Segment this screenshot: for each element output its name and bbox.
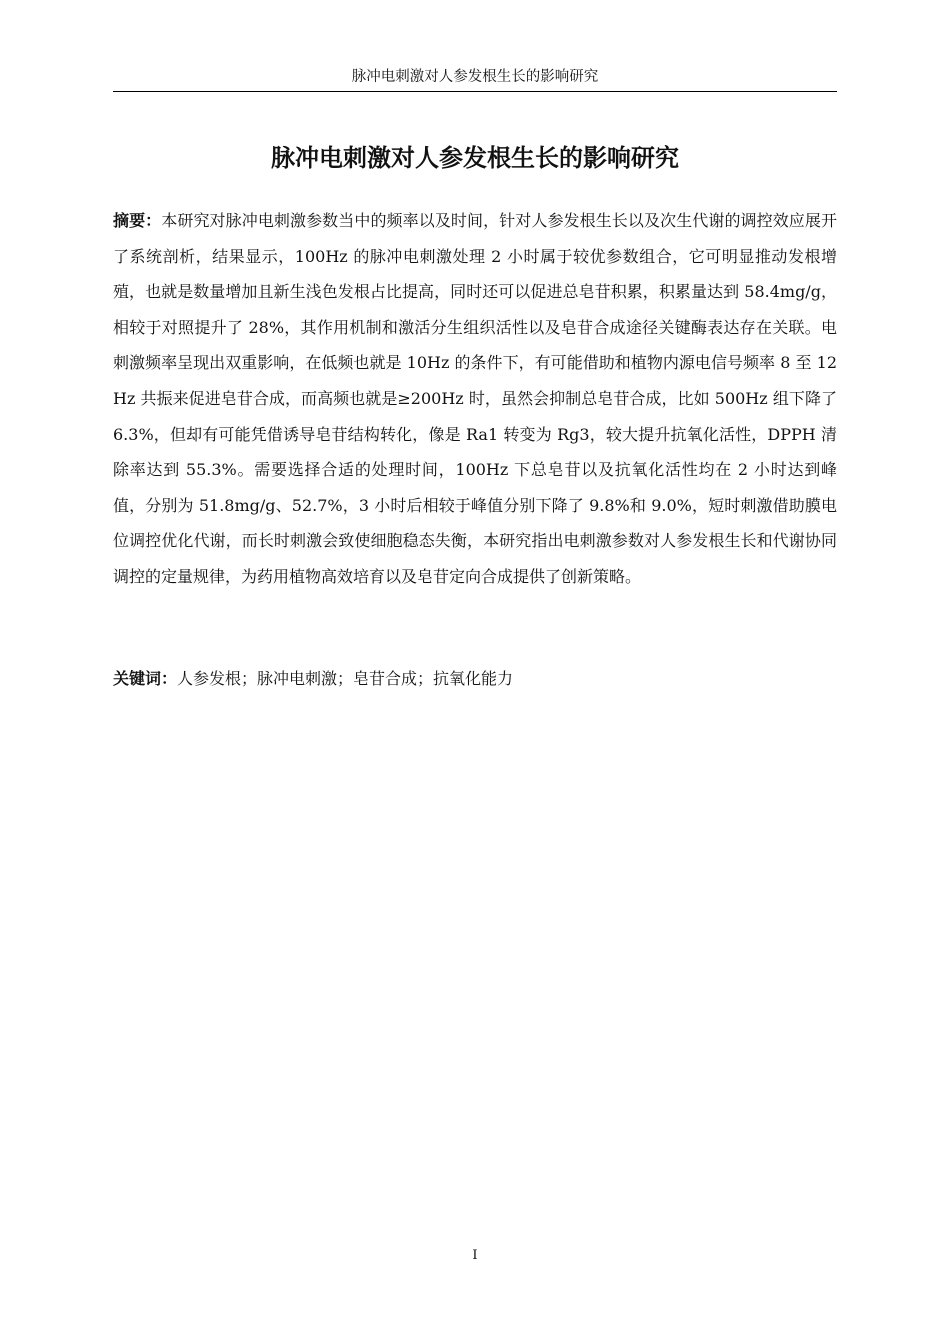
abstract-text: 本研究对脉冲电刺激参数当中的频率以及时间，针对人参发根生长以及次生代谢的调控效应展开了系统剖析，结果显示，100Hz 的脉冲电刺激处理 2 小时属于较优参数组合，它可明显推动发根增殖，也就是数量增加且新生浅色发根占比提高，同时还可以促进总皂苷积累，积累量达到 58.4mg/g，相较于对照提升了 28%，其作用机制和激活分生组织活性以及皂苷合成途径关键酶表达存在关联。电刺激频率呈现出双重影响，在低频也就是 10Hz 的条件下，有可能借助和植物内源电信号频率 8 至 12Hz 共振来促进皂苷合成，而高频也就是≥200Hz 时，虽然会抑制总皂苷合成，比如 500Hz 组下降了 6.3%，但却有可能凭借诱导皂苷结构转化，像是 Ra1 转变为 Rg3，较大提升抗氧化活性，DPPH 清除率达到 55.3%。需要选择合适的处理时间，100Hz 下总皂苷以及抗氧化活性均在 2 小时达到峰值，分别为 51.8mg/g、52.7%，3 小时后相较于峰值分别下降了 9.8%和 9.0%，短时刺激借助膜电位调控优化代谢，而长时刺激会致使细胞稳态失衡，本研究指出电刺激参数对人参发根生长和代谢协同调控的定量规律，为药用植物高效培育以及皂苷定向合成提供了创新策略。 [113,211,837,586]
keywords-text: 人参发根；脉冲电刺激；皂苷合成；抗氧化能力 [177,669,514,688]
abstract-paragraph [113,203,837,595]
running-header-title: 脉冲电刺激对人参发根生长的影响研究 [351,69,599,85]
keywords-label: 关键词： [113,669,178,688]
running-header [113,64,837,92]
paper-title: 脉冲电刺激对人参发根生长的影响研究 [271,144,679,172]
abstract-label: 摘要： [113,211,162,230]
keywords-paragraph [113,661,837,697]
page-number: I [472,1248,478,1263]
